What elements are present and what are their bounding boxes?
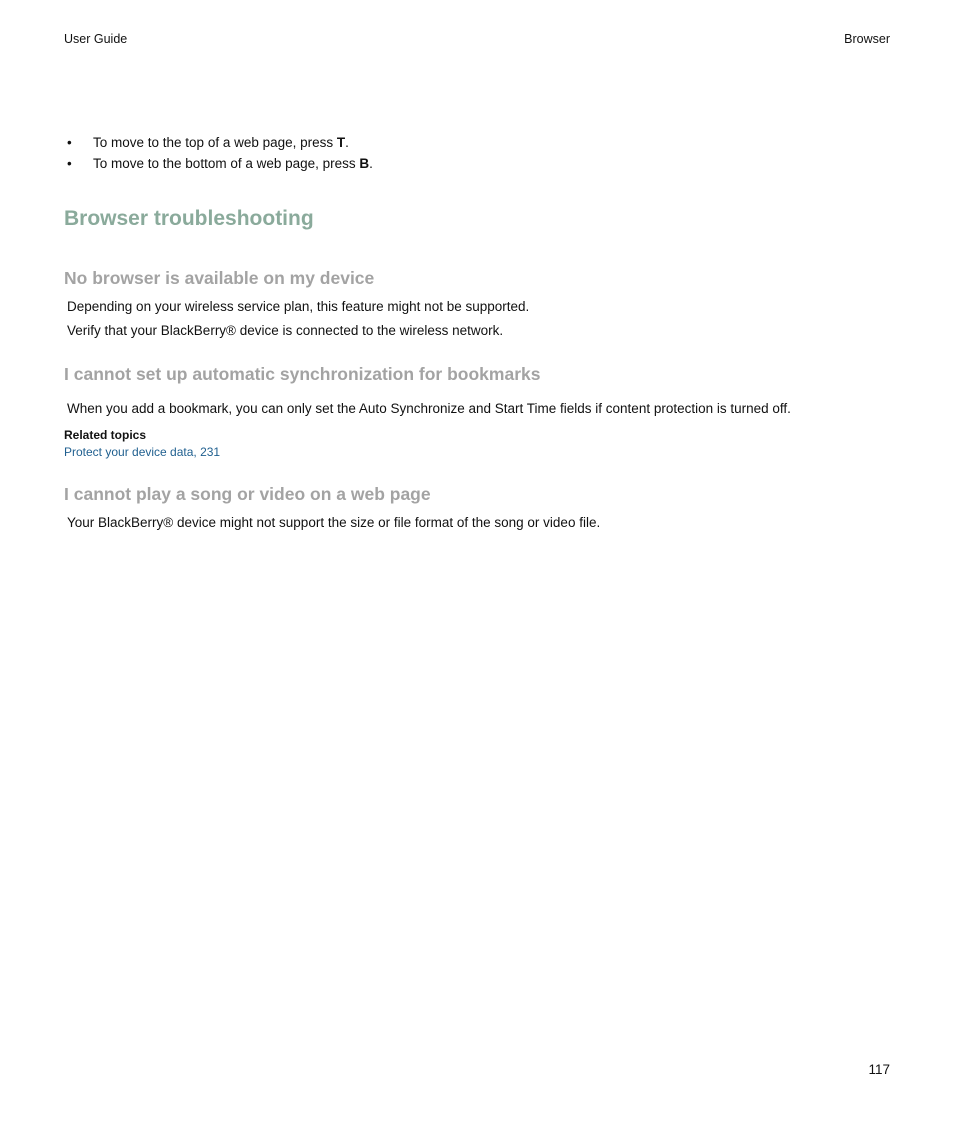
topic-paragraph: Verify that your BlackBerry® device is connected to the wireless network. xyxy=(67,323,504,338)
key-name: B xyxy=(359,156,370,171)
list-item-end: . xyxy=(345,135,349,150)
section-title: Browser troubleshooting xyxy=(64,207,314,230)
shortcut-list xyxy=(64,134,373,176)
list-item xyxy=(64,155,373,176)
topic-paragraph: Depending on your wireless service plan, this feature might not be supported. xyxy=(67,299,530,314)
related-topics-label: Related topics xyxy=(64,428,147,442)
topic-heading-bookmark-sync: I cannot set up automatic synchronization for bookmarks xyxy=(64,364,541,384)
topic-paragraph: When you add a bookmark, you can only set the Auto Synchronize and Start Time fields if content protection is turned off. xyxy=(67,401,791,416)
key-name: T xyxy=(336,135,346,150)
topic-heading-media-playback: I cannot play a song or video on a web page xyxy=(64,484,431,504)
topic-heading-no-browser: No browser is available on my device xyxy=(64,268,375,288)
related-topic-link[interactable]: Protect your device data, 231 xyxy=(64,445,221,459)
page-number: 117 xyxy=(868,1062,890,1077)
header-chapter-title: Browser xyxy=(844,32,890,46)
bullet-icon: • xyxy=(67,156,72,171)
list-item-end: . xyxy=(369,156,373,171)
list-item xyxy=(64,134,373,155)
list-item-text: To move to the bottom of a web page, press xyxy=(93,156,360,171)
topic-paragraph: Your BlackBerry® device might not support the size or file format of the song or video file. xyxy=(67,515,601,530)
running-header xyxy=(64,32,890,50)
list-item-text: To move to the top of a web page, press xyxy=(93,135,337,150)
header-doc-title: User Guide xyxy=(64,32,128,46)
bullet-icon: • xyxy=(67,135,72,150)
